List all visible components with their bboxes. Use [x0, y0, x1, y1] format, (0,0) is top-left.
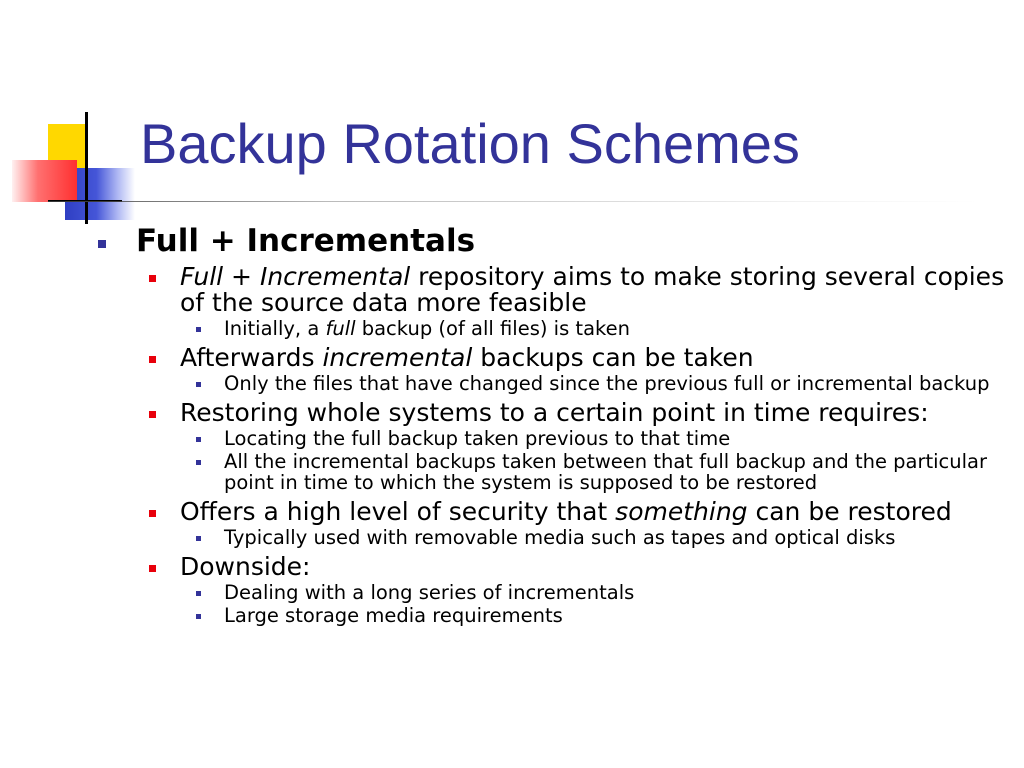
- text-segment: incremental: [322, 343, 473, 372]
- logo-vertical-line: [85, 112, 88, 224]
- list-item-text: [180, 497, 952, 526]
- text-segment: can be restored: [747, 497, 952, 526]
- list-item-level3: [180, 451, 1011, 493]
- slide-title: Backup Rotation Schemes: [140, 112, 800, 175]
- text-segment: full: [325, 317, 356, 340]
- text-segment: backup (of all files) is taken: [355, 317, 630, 340]
- text-segment: Locating the full backup taken previous to that time: [224, 427, 731, 450]
- square-bullet-icon: [149, 510, 156, 517]
- list-item-text: [224, 526, 895, 549]
- text-segment: repository aims to make storing several copies of the source data more feasible: [180, 262, 1005, 317]
- square-bullet-icon: [196, 614, 201, 619]
- square-bullet-icon: [196, 591, 201, 596]
- list-item-text: [224, 581, 634, 604]
- list-item-text: [180, 398, 929, 427]
- text-segment: Offers a high level of security that: [180, 497, 616, 526]
- square-bullet-icon: [196, 460, 201, 465]
- square-bullet-icon: [149, 275, 156, 282]
- list-item-text: [224, 372, 989, 395]
- list-item-level3: [180, 373, 1011, 394]
- square-bullet-icon: [196, 327, 201, 332]
- title-underline-rule: [48, 201, 978, 202]
- list-item-text: [224, 450, 987, 494]
- text-segment: backups can be taken: [472, 343, 754, 372]
- list-item-text: [224, 427, 730, 450]
- logo-red-square: [12, 160, 77, 202]
- list-item-level2: [136, 554, 1011, 580]
- list-item-level2: [136, 499, 1011, 525]
- list-item-level3: [180, 527, 1011, 548]
- text-segment: Afterwards: [180, 343, 323, 372]
- text-segment: Initially, a: [224, 317, 326, 340]
- main-bullet: [96, 224, 1011, 258]
- square-bullet-icon: [196, 382, 201, 387]
- list-item-level3: [180, 428, 1011, 449]
- list-item-text: [180, 552, 310, 581]
- square-bullet-icon: [196, 437, 201, 442]
- square-bullet-icon: [149, 411, 156, 418]
- square-bullet-icon: [149, 356, 156, 363]
- decorative-logo: [0, 0, 140, 230]
- text-segment: Large storage media requirements: [224, 604, 563, 627]
- square-bullet-icon: [98, 240, 106, 248]
- text-segment: Typically used with removable media such as tapes and optical disks: [224, 526, 896, 549]
- list-item-level3: [180, 605, 1011, 626]
- list-item-level3: [180, 582, 1011, 603]
- text-segment: Only the files that have changed since the previous full or incremental backup: [224, 372, 990, 395]
- list-item-level2: [136, 345, 1011, 371]
- main-bullet-text: Full + Incrementals: [136, 223, 476, 259]
- text-segment: something: [615, 497, 748, 526]
- slide-content: [96, 224, 1011, 626]
- bullet-list: [96, 264, 1011, 626]
- list-item-text: [224, 317, 630, 340]
- list-item-level3: [180, 318, 1011, 339]
- text-segment: Dealing with a long series of incrementals: [224, 581, 635, 604]
- list-item-text: [224, 604, 563, 627]
- square-bullet-icon: [149, 565, 156, 572]
- text-segment: All the incremental backups taken between that full backup and the particular point in time to which the system is supposed to be restored: [224, 450, 988, 494]
- text-segment: Full + Incremental: [180, 262, 411, 291]
- list-item-level2: [136, 264, 1011, 316]
- list-item-level2: [136, 400, 1011, 426]
- text-segment: Downside:: [180, 552, 311, 581]
- list-item-text: [180, 262, 1004, 317]
- square-bullet-icon: [196, 536, 201, 541]
- list-item-text: [180, 343, 754, 372]
- text-segment: Restoring whole systems to a certain point in time requires:: [180, 398, 929, 427]
